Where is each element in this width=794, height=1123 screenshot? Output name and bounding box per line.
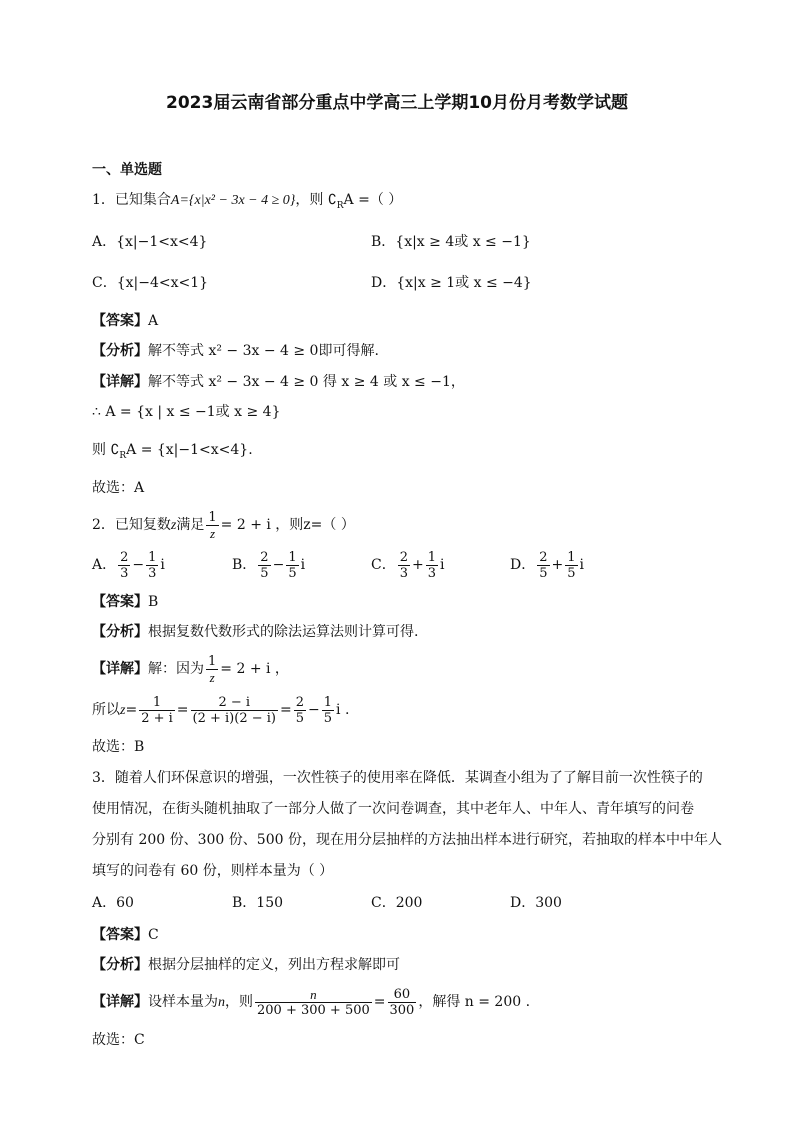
q1-stem	[92, 190, 402, 216]
q2-so-tail: i .	[336, 702, 350, 718]
q3-detail-tag: 【详解】	[92, 994, 148, 1010]
q3-detail-frac2	[388, 987, 417, 1018]
q2-so-frac4	[322, 695, 334, 726]
frac-den: (2 + i)(2 − i)	[192, 710, 276, 726]
q1-stem-end: A =（ ）	[343, 192, 403, 208]
q1-option-d: D．{x|x ≥ 1或 x ≤ −4}	[371, 275, 532, 291]
frac-num: 1	[323, 694, 333, 710]
q2-detail-fraction	[206, 654, 218, 685]
q2-stem-fraction	[206, 510, 218, 541]
q3-detail-mid: ，则	[225, 994, 253, 1010]
q2-detail-post: = 2 + i ，	[220, 661, 289, 677]
option-tail: i	[579, 557, 585, 573]
q2-derivation	[92, 692, 349, 729]
q2-stem-pre: 2．已知复数	[92, 517, 171, 533]
frac-num: 2	[260, 549, 269, 565]
option-frac-b	[286, 550, 298, 581]
q3-stem-line2: 使用情况，在街头随机抽取了一部分人做了一次问卷调查，其中老年人、中年人、青年填写的问卷	[92, 801, 694, 817]
q1-detail-line3	[92, 440, 253, 466]
q1-option-c: C．{x|−4<x<1}	[92, 275, 209, 291]
q2-detail	[92, 652, 289, 686]
frac-num: 1	[152, 694, 162, 710]
q2-stem-mid: 满足	[176, 517, 205, 533]
frac-den: 5	[539, 565, 548, 581]
q3-pick: 故选：C	[92, 1032, 145, 1048]
q2-option-a	[92, 548, 165, 582]
frac-den: 2 + i	[141, 710, 173, 726]
q3-answer	[92, 925, 159, 945]
option-frac-b	[565, 550, 577, 581]
frac-num: 2	[120, 549, 129, 565]
section-heading: 一、单选题	[92, 162, 162, 178]
q3-option-d: D．300	[510, 895, 562, 911]
q1-option-a: A．{x|−1<x<4}	[92, 234, 208, 250]
q1-detail-tag: 【详解】	[92, 374, 148, 390]
q2-so-frac3	[294, 695, 306, 726]
q3-answer-tag: 【答案】	[92, 927, 148, 943]
q2-answer-tag: 【答案】	[92, 594, 148, 610]
frac-den: 200 + 300 + 500	[257, 1002, 370, 1018]
option-label: A．	[92, 557, 117, 573]
frac-num: 1	[288, 549, 297, 565]
frac-den: 300	[389, 1002, 415, 1018]
frac-num: 2	[399, 549, 408, 565]
option-label: D．	[510, 557, 536, 573]
option-frac-a	[537, 550, 549, 581]
q2-so-z: z	[120, 703, 126, 718]
frac-den: z	[206, 525, 218, 541]
q2-so-pre: 所以	[92, 702, 120, 718]
q3-answer-value: C	[148, 927, 159, 943]
q2-stem-var: z	[170, 518, 177, 533]
q1-answer	[92, 311, 158, 331]
q2-analysis-tag: 【分析】	[92, 624, 148, 640]
q3-stem-line4: 填写的问卷有 60 份，则样本量为（ ）	[92, 863, 334, 879]
option-sign: +	[551, 557, 564, 573]
document-title: 2023届云南省部分重点中学高三上学期10月份月考数学试题	[166, 93, 628, 113]
q3-detail-eq: =	[373, 994, 386, 1010]
q1-answer-value: A	[148, 313, 159, 329]
q2-so-minus: −	[308, 702, 320, 718]
frac-num: 1	[208, 653, 217, 669]
frac-den: 5	[260, 565, 269, 581]
frac-num: 1	[427, 549, 437, 565]
q2-stem	[92, 508, 355, 543]
q3-detail-n: n	[218, 995, 225, 1010]
frac-num: n	[310, 986, 317, 1002]
q2-analysis-text: 根据复数代数形式的除法运算法则计算可得.	[148, 624, 419, 640]
option-label: C．	[371, 557, 396, 573]
frac-den: 3	[399, 565, 408, 581]
frac-num: 1	[567, 549, 576, 565]
q3-analysis	[92, 955, 400, 975]
frac-num: 2	[295, 694, 304, 710]
q2-pick: 故选：B	[92, 739, 145, 755]
q3-analysis-tag: 【分析】	[92, 957, 148, 973]
q2-so-eq3: =	[279, 702, 292, 718]
q3-detail-frac1	[255, 987, 372, 1018]
q1-detail3-pre: 则 ∁	[92, 442, 120, 458]
frac-num: 1	[148, 549, 157, 565]
q2-analysis	[92, 622, 418, 642]
q1-detail3-sub: R	[119, 450, 127, 461]
option-frac-a	[398, 550, 410, 581]
option-frac-a	[118, 550, 130, 581]
q2-detail-pre: 解：因为	[148, 661, 204, 677]
q3-detail-post: ，解得 n = 200 .	[418, 994, 531, 1010]
q1-stem-sub: R	[336, 200, 344, 211]
q3-detail	[92, 984, 530, 1021]
q1-answer-tag: 【答案】	[92, 313, 148, 329]
option-frac-a	[258, 550, 270, 581]
option-sign: −	[272, 557, 285, 573]
option-sign: +	[412, 557, 424, 573]
q1-stem-post: ，则 ∁	[295, 192, 337, 208]
option-label: B．	[232, 557, 257, 573]
q2-stem-post: = 2 + i ，则z=（ ）	[220, 517, 355, 533]
q3-option-c: C．200	[371, 895, 423, 911]
frac-den: 3	[120, 565, 129, 581]
q1-stem-pre: 1．已知集合	[92, 192, 171, 208]
q2-so-eq: =	[125, 702, 138, 718]
q2-so-eq2: =	[176, 702, 189, 718]
frac-num: 2	[539, 549, 548, 565]
frac-den: 5	[323, 710, 333, 726]
q2-option-d	[510, 548, 584, 582]
q1-pick: 故选：A	[92, 480, 145, 496]
frac-den: 3	[427, 565, 437, 581]
frac-den: 5	[295, 710, 304, 726]
q2-so-frac1	[139, 695, 175, 726]
frac-num: 2 − i	[218, 694, 251, 710]
frac-den: 5	[288, 565, 297, 581]
q2-so-frac2	[191, 695, 278, 726]
q1-analysis-text: 解不等式 x² − 3x − 4 ≥ 0即可得解.	[148, 343, 379, 359]
frac-den: z	[206, 669, 218, 685]
q2-option-c	[371, 548, 445, 582]
q1-detail	[92, 372, 465, 392]
q1-detail-text: 解不等式 x² − 3x − 4 ≥ 0 得 x ≥ 4 或 x ≤ −1，	[148, 374, 465, 390]
q1-analysis-tag: 【分析】	[92, 343, 148, 359]
option-tail: i	[300, 557, 306, 573]
q2-detail-tag: 【详解】	[92, 661, 148, 677]
q2-answer-value: B	[148, 594, 159, 610]
q3-stem-line3: 分别有 200 份、300 份、500 份，现在用分层抽样的方法抽出样本进行研究，若抽取的样本中中年人	[92, 832, 722, 848]
option-sign: −	[132, 557, 145, 573]
frac-den: 5	[567, 565, 576, 581]
q3-detail-pre: 设样本量为	[148, 994, 218, 1010]
q1-detail3-post: A = {x|−1<x<4}.	[126, 442, 253, 458]
frac-num: 60	[393, 986, 411, 1002]
q1-option-b: B．{x|x ≥ 4或 x ≤ −1}	[371, 234, 531, 250]
option-tail: i	[440, 557, 445, 573]
option-frac-b	[426, 550, 438, 581]
option-tail: i	[160, 557, 165, 573]
q1-detail-line2: ∴ A = {x | x ≤ −1或 x ≥ 4}	[92, 404, 281, 420]
frac-den: 3	[148, 565, 157, 581]
frac-num: 1	[208, 509, 217, 525]
q3-stem-line1: 3．随着人们环保意识的增强，一次性筷子的使用率在降低．某调查小组为了了解目前一次性筷子的	[92, 770, 703, 786]
q3-analysis-text: 根据分层抽样的定义，列出方程求解即可	[148, 957, 400, 973]
q3-option-a: A．60	[92, 895, 134, 911]
option-frac-b	[146, 550, 158, 581]
q1-analysis	[92, 341, 379, 361]
q2-answer	[92, 592, 158, 612]
q1-stem-set: A={x|x² − 3x − 4 ≥ 0}	[170, 193, 296, 208]
q2-option-b	[232, 548, 305, 582]
q3-option-b: B．150	[232, 895, 284, 911]
